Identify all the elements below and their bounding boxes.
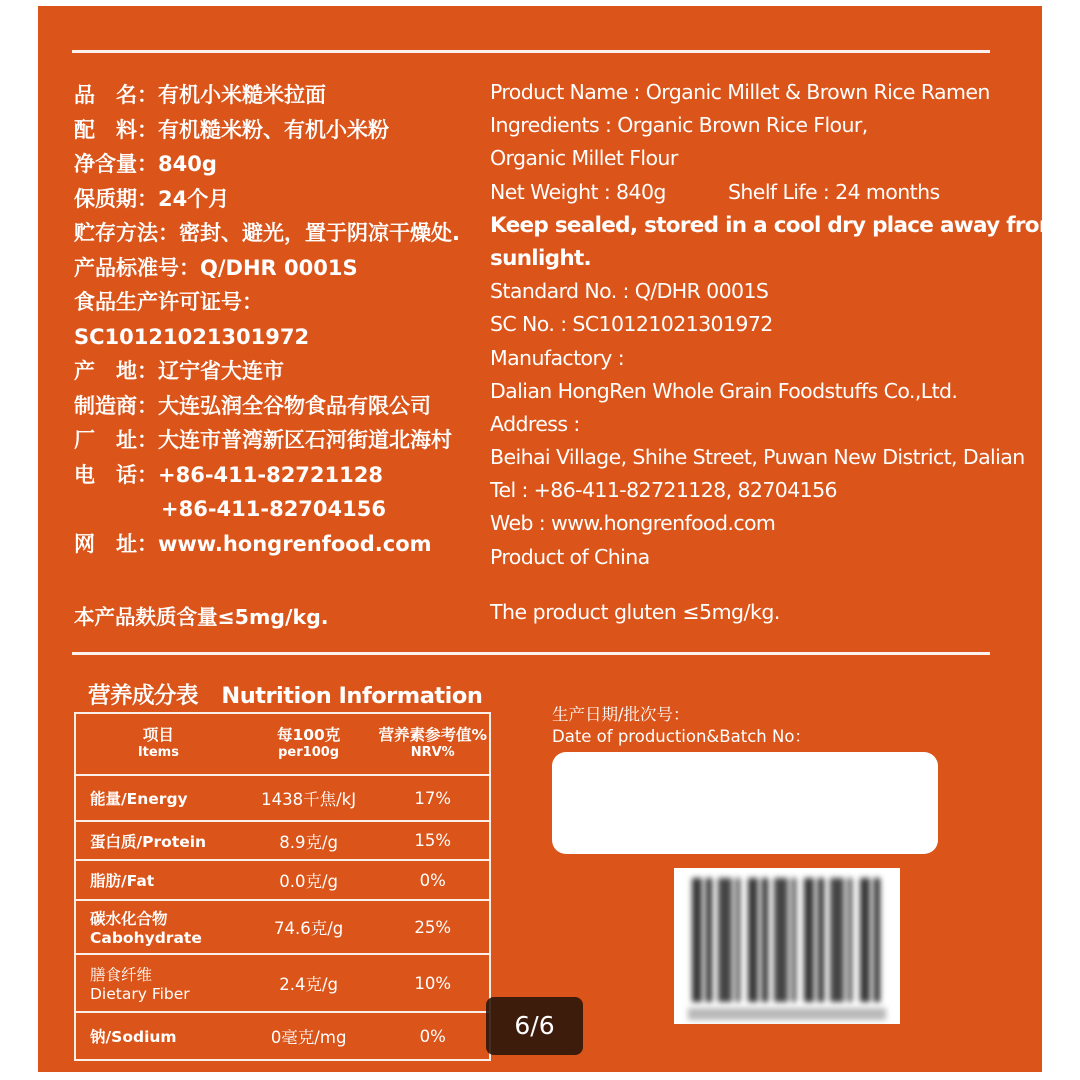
nutrient-per100g: 8.9克/g: [241, 821, 377, 860]
batch-label-en: Date of production&Batch No：: [552, 727, 811, 746]
nutrient-nrv: 10%: [376, 954, 490, 1012]
nutrient-name: [75, 900, 241, 954]
nutrient-nrv: 17%: [376, 775, 490, 821]
nutrition-table: [74, 712, 491, 1061]
nutrition-title-en: Nutrition Information: [221, 683, 483, 709]
info-line-cn: 电 话：+86-411-82721128: [74, 462, 383, 487]
barcode-digits: [688, 1008, 886, 1020]
standard-no: Standard No. : Q/DHR 0001S: [490, 279, 769, 304]
info-line-cn: 产品标准号：Q/DHR 0001S: [74, 255, 358, 280]
batch-label-cn: 生产日期/批次号：: [552, 705, 690, 724]
manufactory-name: Dalian HongRen Whole Grain Foodstuffs Co.,Ltd.: [490, 378, 958, 403]
nutrient-per100g: 74.6克/g: [241, 900, 377, 954]
address: Beihai Village, Shihe Street, Puwan New District, Dalian: [490, 445, 1025, 470]
page-indicator: 6/6: [486, 997, 583, 1055]
info-line-cn: 配 料：有机糙米粉、有机小米粉: [74, 117, 389, 142]
header-nrv-en: NRV%: [410, 745, 455, 760]
nutrient-per100g: 0毫克/mg: [241, 1012, 377, 1060]
nutrient-per100g: 1438千焦/kJ: [241, 775, 377, 821]
english-info-column: [490, 76, 1061, 574]
nutrient-per100g: 2.4克/g: [241, 954, 377, 1012]
info-line-cn: 食品生产许可证号：: [74, 290, 263, 314]
telephone: Tel : +86-411-82721128, 82704156: [490, 478, 837, 503]
barcode-image: [674, 868, 900, 1024]
table-row: [75, 860, 490, 900]
table-header-row: [75, 713, 490, 775]
manufactory-label: Manufactory :: [490, 345, 625, 370]
middle-divider: [72, 652, 990, 655]
batch-label: [552, 704, 811, 748]
sc-no: SC No. : SC10121021301972: [490, 312, 773, 337]
nutrition-title: [88, 678, 482, 710]
info-line-cn: 厂 址：大连市普湾新区石河街道北海村: [74, 428, 452, 452]
table-row: [75, 821, 490, 860]
storage-instructions-cont: sunlight.: [490, 245, 591, 271]
header-items-en: Items: [137, 745, 179, 760]
info-line-cn: SC10121021301972: [74, 324, 310, 349]
table-row: [75, 1012, 490, 1060]
chinese-info-column: [74, 78, 494, 561]
table-row: [75, 954, 490, 1012]
header-per100g-en: per100g: [278, 745, 340, 760]
header-nrv: [376, 713, 490, 775]
ingredients: Ingredients : Organic Brown Rice Flour,: [490, 113, 868, 138]
nutrient-name-en: Cabohydrate: [90, 929, 202, 947]
top-divider: [72, 50, 990, 53]
nutrient-name: 钠/Sodium: [75, 1012, 241, 1060]
nutrient-per100g: 0.0克/g: [241, 860, 377, 900]
nutrient-name-cn: 碳水化合物: [90, 910, 168, 928]
nutrient-nrv: 0%: [376, 860, 490, 900]
header-items-cn: 项目: [142, 726, 174, 744]
shelf-life: Shelf Life : 24 months: [728, 179, 940, 204]
header-per100g-cn: 每100克: [276, 726, 341, 744]
nutrient-name-cn: 膳食纤维: [90, 966, 153, 984]
info-line-cn: 贮存方法：密封、避光，置于阴凉干燥处.: [74, 221, 460, 245]
ingredients-cont: Organic Millet Flour: [490, 146, 678, 171]
website-cn: 网 址：www.hongrenfood.com: [74, 531, 432, 556]
batch-number-box: [552, 752, 938, 854]
product-origin: Product of China: [490, 544, 650, 569]
gluten-note-en: The product gluten ≤5mg/kg.: [490, 600, 780, 624]
net-weight: Net Weight : 840g: [490, 179, 666, 204]
phone-2: +86-411-82704156: [161, 497, 386, 521]
storage-instructions: Keep sealed, stored in a cool dry place away from: [490, 212, 1061, 238]
website-en: Web : www.hongrenfood.com: [490, 511, 776, 536]
product-label-panel: [38, 6, 1061, 1072]
nutrient-name: 能量/Energy: [75, 775, 241, 821]
nutrition-title-cn: 营养成分表: [88, 683, 199, 709]
nutrient-nrv: 0%: [376, 1012, 490, 1060]
table-row: [75, 900, 490, 954]
header-per100g: [241, 713, 377, 775]
nutrient-name-en: Dietary Fiber: [90, 985, 190, 1003]
address-label: Address :: [490, 411, 580, 436]
info-line-cn: 保质期：24个月: [74, 186, 230, 211]
header-nrv-cn: 营养素参考值%: [378, 726, 487, 744]
gluten-note-cn: 本产品麸质含量≤5mg/kg.: [74, 605, 329, 629]
info-line-cn: 制造商：大连弘润全谷物食品有限公司: [74, 393, 431, 418]
nutrient-nrv: 25%: [376, 900, 490, 954]
product-name: Product Name : Organic Millet & Brown Rice Ramen: [490, 80, 990, 104]
nutrient-name: [75, 954, 241, 1012]
nutrient-name: 蛋白质/Protein: [75, 821, 241, 860]
header-items: [75, 713, 241, 775]
nutrient-name: 脂肪/Fat: [75, 860, 241, 900]
info-line-cn: 净含量：840g: [74, 152, 217, 176]
nutrient-nrv: 15%: [376, 821, 490, 860]
weight-shelf-line: [490, 176, 1030, 209]
table-row: [75, 775, 490, 821]
barcode-bars: [692, 878, 882, 1002]
info-line-cn: 产 地：辽宁省大连市: [74, 359, 284, 383]
info-line-cn: 品 名：有机小米糙米拉面: [74, 83, 326, 107]
